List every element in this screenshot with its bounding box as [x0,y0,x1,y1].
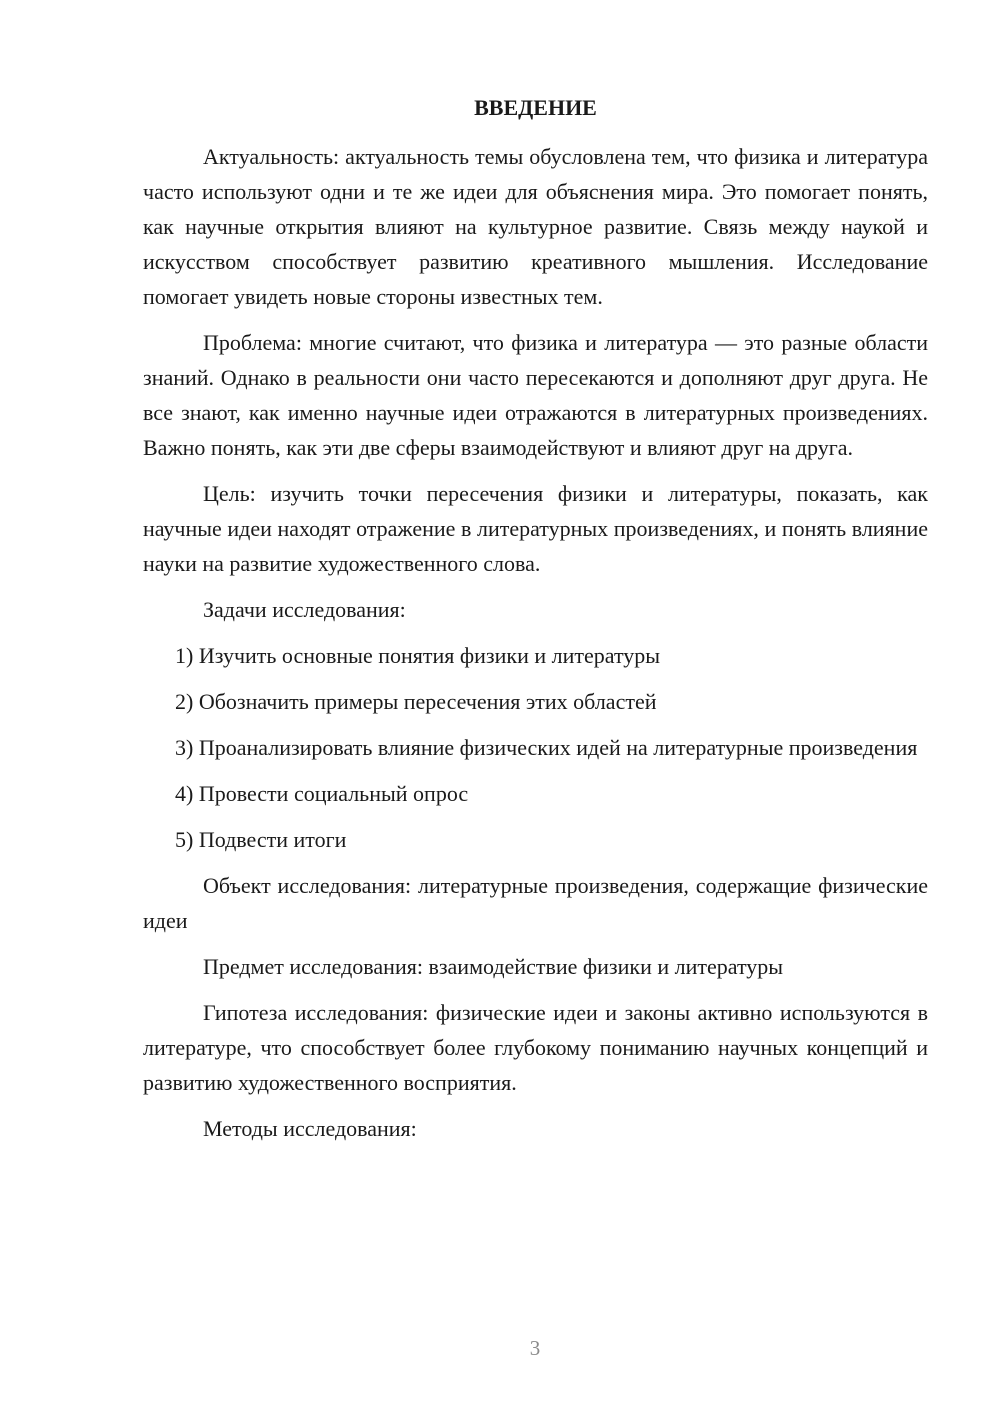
paragraph-tasks-heading: Задачи исследования: [203,597,406,622]
task-item-3: 3) Проанализировать влияние физических идей на литературные произведения [175,735,918,760]
task-item-4: 4) Провести социальный опрос [175,781,469,806]
paragraph-goal: Цель: изучить точки пересечения физики и литературы, показать, как научные идеи находят отражение в литературных произведениях, и понять влияние науки на развитие художественного слова. [143,481,928,576]
task-item-2: 2) Обозначить примеры пересечения этих областей [175,689,657,714]
paragraph-subject: Предмет исследования: взаимодействие физики и литературы [203,954,784,979]
page-body [143,90,928,1157]
section-title: ВВЕДЕНИЕ [474,95,597,120]
paragraph-object: Объект исследования: литературные произведения, содержащие физические идеи [143,873,928,933]
page-number: 3 [529,1336,541,1360]
paragraph-problem: Проблема: многие считают, что физика и литература — это разные области знаний. Однако в реальности они часто пересекаются и дополняют друг друга. Не все знают, как именно научные идеи отражаются в литературных произведениях. Важно понять, как эти две сферы взаимодействуют и влияют друг на друга. [143,330,928,460]
paragraph-relevance: Актуальность: актуальность темы обусловлена тем, что физика и литература часто используют одни и те же идеи для объяснения мира. Это помогает понять, как научные открытия влияют на культурное развитие. Связь между наукой и искусством способствует развитию креативного мышления. Исследование помогает увидеть новые стороны известных тем. [143,144,928,309]
paragraph-methods: Методы исследования: [203,1116,417,1141]
task-item-1: 1) Изучить основные понятия физики и литературы [175,643,661,668]
paragraph-hypothesis: Гипотеза исследования: физические идеи и законы активно используются в литературе, что способствует более глубокому пониманию научных концепций и развитию художественного восприятия. [143,1000,928,1095]
task-item-5: 5) Подвести итоги [175,827,347,852]
